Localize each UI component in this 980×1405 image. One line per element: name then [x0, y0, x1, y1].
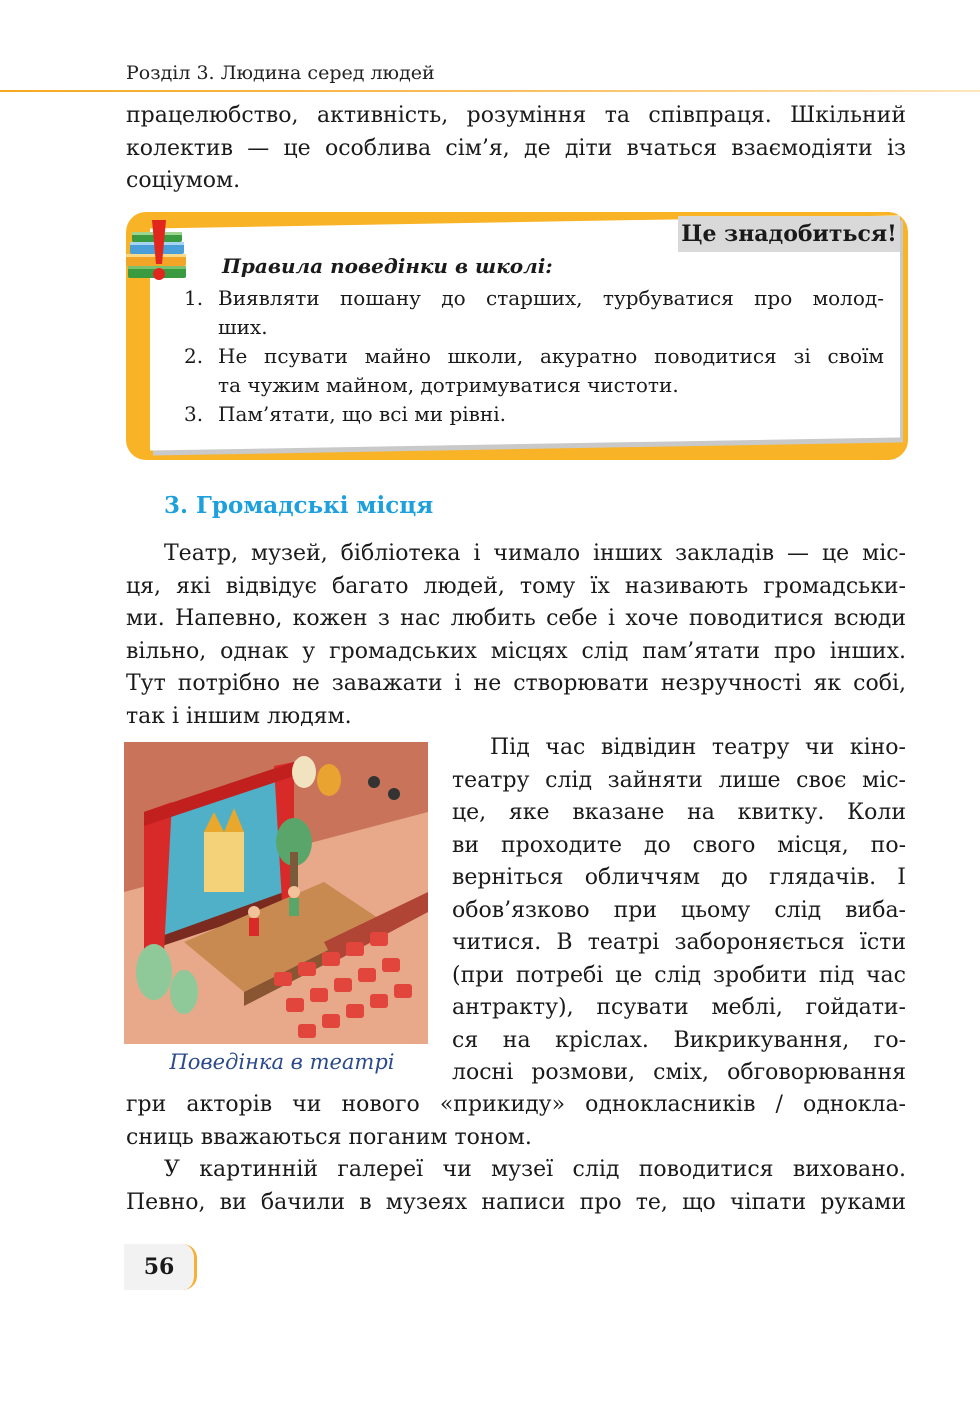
rule-line: Виявляти пошану до старших, турбуватися про молод- [218, 286, 884, 310]
text-line: ми. Напевно, кожен з нас любить себе і хоче поводитися всюди [126, 606, 906, 631]
rule-number: 2. [184, 344, 204, 368]
figure-caption: Поведінка в театрі [169, 1050, 395, 1074]
rule-line: ших. [218, 315, 268, 339]
text-line: антракту), псувати меблі, гойдати- [452, 995, 906, 1020]
text-line: ви проходите до свого місця, по- [452, 832, 906, 858]
paragraph-theatre-side [452, 732, 906, 1090]
text-line: театру слід зайняти лише своє міс- [452, 767, 906, 793]
section-heading: 3. Громадські місця [164, 492, 434, 519]
text-line: вільно, однак у громадських місцях слід пам’ятати про інших. [126, 638, 906, 664]
rule-item [184, 284, 884, 342]
text-line: ся на кріслах. Викрикування, го- [452, 1027, 906, 1053]
text-line: лосні розмови, сміх, обговорювання [452, 1060, 906, 1085]
rule-number: 1. [184, 286, 204, 310]
rule-line: Не псувати майно школи, акуратно поводитися зі своїм [218, 344, 884, 368]
text-line: соціумом. [126, 168, 241, 193]
text-line: ця, які відвідує багато людей, тому їх називають громадськи- [126, 573, 906, 599]
paragraph-museum [126, 1154, 906, 1219]
text-line: сниць вважаються поганим тоном. [126, 1124, 532, 1150]
callout-tag: Це знадобиться! [678, 216, 900, 252]
rule-line: та чужим майном, дотримуватися чистоти. [218, 373, 679, 397]
rules-title: Правила поведінки в школі: [222, 254, 553, 278]
text-line: верніться обличчям до глядачів. І [452, 865, 906, 890]
text-line: Певно, ви бачили в музеях написи про те, що чіпати руками [126, 1189, 906, 1215]
rule-item [184, 400, 884, 429]
text-line: У картинній галереї чи музеї слід поводитися виховано. [164, 1157, 906, 1182]
text-line: (при потребі це слід зробити під час [452, 962, 906, 988]
rule-line: Пам’ятати, що всі ми рівні. [218, 402, 506, 426]
chapter-header: Розділ 3. Людина серед людей [126, 62, 435, 84]
paragraph-theatre-full [126, 1089, 906, 1154]
text-line: це, яке вказане на квитку. Коли [452, 800, 906, 825]
text-line: обов’язково при цьому слід виба- [452, 897, 906, 923]
header-divider [0, 90, 980, 92]
text-line: Під час відвідин театру чи кіно- [490, 735, 906, 760]
text-line: Тут потрібно не заважати і не створювати незручності як собі, [126, 671, 906, 696]
paragraph-public-places [126, 538, 906, 733]
text-line: працелюбство, активність, розуміння та співпраця. Шкільний [126, 103, 906, 128]
rule-item [184, 342, 884, 400]
text-line: колектив — це особлива сім’я, де діти вчаться взаємодіяти із [126, 135, 906, 161]
rules-list [184, 284, 884, 429]
text-line: гри акторів чи нового «прикиду» однокласників / однокла- [126, 1092, 906, 1117]
books-exclamation-icon [124, 220, 196, 286]
text-line: так і іншим людям. [126, 703, 352, 729]
text-line: Театр, музей, бібліотека і чимало інших закладів — це міс- [164, 541, 906, 566]
rule-number: 3. [184, 402, 204, 426]
page-number: 56 [124, 1244, 197, 1290]
theatre-illustration [124, 742, 428, 1044]
text-line: читися. В театрі забороняється їсти [452, 930, 906, 955]
intro-paragraph [126, 100, 906, 198]
